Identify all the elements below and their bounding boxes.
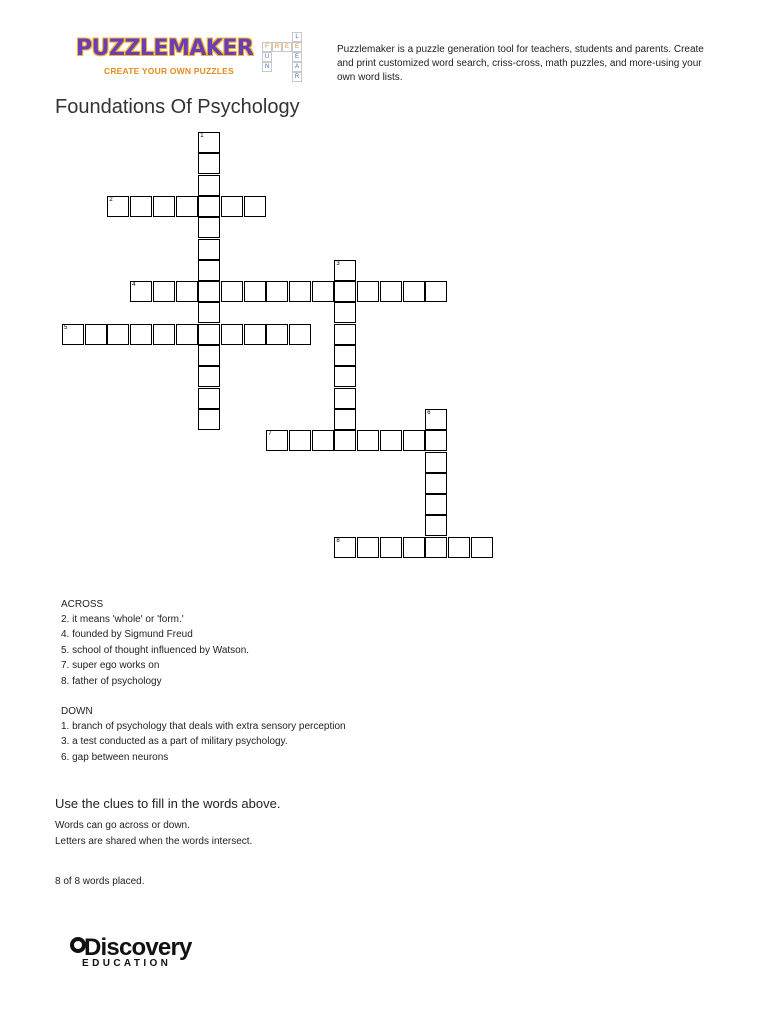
crossword-cell[interactable]: [130, 281, 152, 302]
crossword-cell[interactable]: [198, 345, 220, 366]
crossword-cell[interactable]: [153, 324, 175, 345]
crossword-cell[interactable]: [380, 537, 402, 558]
crossword-cell[interactable]: [448, 537, 470, 558]
crossword-cell[interactable]: [334, 324, 356, 345]
across-heading: ACROSS: [61, 599, 104, 610]
down-clue: 6. gap between neurons: [61, 751, 169, 763]
instructions-line: Words can go across or down.: [55, 820, 190, 831]
logo-wordmark: PUZZLEMAKER: [76, 36, 254, 61]
crossword-cell[interactable]: [62, 324, 84, 345]
mini-letter: L: [292, 32, 302, 42]
crossword-cell[interactable]: [130, 196, 152, 217]
crossword-cell[interactable]: [198, 281, 220, 302]
crossword-cell[interactable]: [334, 409, 356, 430]
page-title: Foundations Of Psychology: [55, 96, 300, 118]
crossword-cell[interactable]: [425, 430, 447, 451]
crossword-cell[interactable]: [334, 430, 356, 451]
crossword-cell[interactable]: [357, 430, 379, 451]
crossword-cell[interactable]: [221, 324, 243, 345]
crossword-cell[interactable]: [198, 388, 220, 409]
instructions-line: Letters are shared when the words intersect.: [55, 836, 253, 847]
clue-number: 5: [64, 324, 68, 331]
mini-letter: E: [292, 52, 302, 62]
crossword-cell[interactable]: [244, 281, 266, 302]
crossword-cell[interactable]: [198, 239, 220, 260]
clue-number: 8: [336, 537, 340, 544]
clue-number: 2: [109, 196, 113, 203]
down-clue: 3. a test conducted as a part of military psychology.: [61, 736, 288, 748]
crossword-cell[interactable]: [198, 175, 220, 196]
logo-tagline: CREATE YOUR OWN PUZZLES: [104, 66, 234, 76]
down-heading: DOWN: [61, 705, 93, 717]
mini-letter: R: [272, 42, 282, 52]
crossword-cell[interactable]: [425, 537, 447, 558]
brand-subtitle: EDUCATION: [82, 958, 172, 969]
crossword-cell[interactable]: [221, 196, 243, 217]
crossword-cell[interactable]: [198, 217, 220, 238]
crossword-cell[interactable]: [403, 537, 425, 558]
instructions-text: [55, 818, 252, 850]
intro-description: Puzzlemaker is a puzzle generation tool for teachers, students and parents. Create and print customized word search, criss-cross, math puzzles, and more-using your own word lists.: [337, 44, 704, 83]
mini-letter: A: [292, 62, 302, 72]
crossword-cell[interactable]: [425, 409, 447, 430]
clue-number: 1: [200, 133, 204, 139]
mini-letter: E: [292, 42, 302, 52]
mini-letter: U: [262, 52, 272, 62]
mini-letter: E: [282, 42, 292, 52]
instructions-title: Use the clues to fill in the words above.: [55, 796, 281, 811]
across-clue: 4. founded by Sigmund Freud: [61, 629, 193, 641]
crossword-cell[interactable]: [107, 196, 129, 217]
crossword-cell[interactable]: [312, 281, 334, 302]
crossword-cell[interactable]: [198, 132, 220, 153]
crossword-cell[interactable]: [425, 515, 447, 536]
crossword-cell[interactable]: [425, 473, 447, 494]
crossword-cell[interactable]: [198, 409, 220, 430]
across-clue: 2. it means 'whole' or 'form.': [61, 614, 184, 625]
crossword-cell[interactable]: [471, 537, 493, 558]
mini-letter: N: [262, 62, 272, 72]
crossword-cell[interactable]: [85, 324, 107, 345]
clue-number: 4: [132, 282, 136, 289]
crossword-cell[interactable]: [153, 196, 175, 217]
down-clue: 1. branch of psychology that deals with extra sensory perception: [61, 720, 346, 732]
crossword-cell[interactable]: [176, 324, 198, 345]
crossword-cell[interactable]: [334, 345, 356, 366]
mini-letter: F: [262, 42, 272, 52]
crossword-cell[interactable]: [244, 196, 266, 217]
crossword-cell[interactable]: [334, 537, 356, 558]
crossword-cell[interactable]: [198, 196, 220, 217]
crossword-cell[interactable]: [425, 281, 447, 302]
across-clue: 5. school of thought influenced by Watson.: [61, 644, 250, 656]
crossword-cell[interactable]: [289, 430, 311, 451]
brand-name: Discovery: [84, 934, 192, 961]
crossword-cell[interactable]: [153, 281, 175, 302]
mini-letter: R: [292, 72, 302, 82]
crossword-cell[interactable]: [357, 281, 379, 302]
crossword-cell[interactable]: [198, 366, 220, 387]
crossword-cell[interactable]: [198, 153, 220, 174]
crossword-cell[interactable]: [425, 452, 447, 473]
crossword-cell[interactable]: [221, 281, 243, 302]
crossword-cell[interactable]: [198, 324, 220, 345]
crossword-cell[interactable]: [334, 388, 356, 409]
crossword-cell[interactable]: [289, 281, 311, 302]
clue-number: 3: [336, 260, 340, 267]
clue-list: [61, 597, 346, 765]
crossword-cell[interactable]: [130, 324, 152, 345]
across-clue: 7. super ego works on: [61, 660, 160, 672]
crossword-cell[interactable]: [289, 324, 311, 345]
crossword-cell[interactable]: [380, 430, 402, 451]
crossword-cell[interactable]: [425, 494, 447, 515]
crossword-cell[interactable]: [266, 430, 288, 451]
crossword-cell[interactable]: [334, 260, 356, 281]
crossword-cell[interactable]: [403, 281, 425, 302]
clue-number: 7: [268, 431, 272, 438]
crossword-cell[interactable]: [357, 537, 379, 558]
crossword-cell[interactable]: [244, 324, 266, 345]
crossword-cell[interactable]: [403, 430, 425, 451]
words-placed-status: 8 of 8 words placed.: [55, 876, 145, 887]
crossword-cell[interactable]: [334, 302, 356, 323]
crossword-cell[interactable]: [334, 366, 356, 387]
crossword-cell[interactable]: [107, 324, 129, 345]
crossword-cell[interactable]: [334, 281, 356, 302]
clue-number: 6: [427, 409, 431, 416]
crossword-cell[interactable]: [176, 281, 198, 302]
across-clue: 8. father of psychology: [61, 675, 162, 687]
crossword-cell[interactable]: [266, 324, 288, 345]
discovery-education-logo[interactable]: [70, 934, 210, 974]
crossword-cell[interactable]: [380, 281, 402, 302]
crossword-cell[interactable]: [312, 430, 334, 451]
crossword-cell[interactable]: [198, 302, 220, 323]
crossword-cell[interactable]: [266, 281, 288, 302]
crossword-cell[interactable]: [198, 260, 220, 281]
crossword-cell[interactable]: [176, 196, 198, 217]
